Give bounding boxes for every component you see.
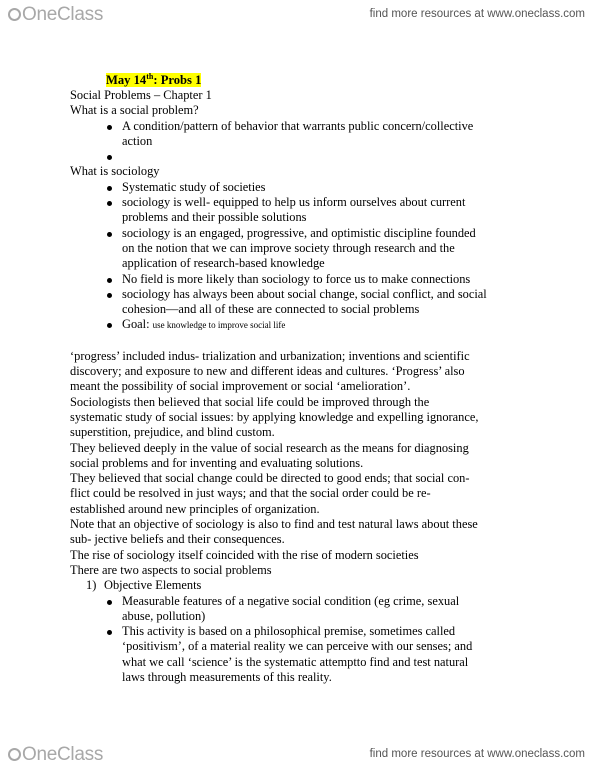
item-number: 1) — [86, 578, 97, 593]
history-paragraph — [70, 349, 560, 578]
page-header — [0, 0, 595, 30]
sociology-bullets — [70, 180, 560, 318]
bullet-text-line: sociology is an engaged, progressive, and optimistic discipline founded — [122, 225, 476, 240]
question-social-problem: What is a social problem? — [70, 103, 199, 118]
header-tagline[interactable]: find more resources at www.oneclass.com — [369, 8, 585, 20]
bullet-text-line: cohesion—and all of these are connected to social problems — [122, 302, 420, 317]
aspects-list — [70, 578, 560, 593]
page-footer — [0, 740, 595, 770]
paragraph-line: They believed deeply in the value of social research as the means for diagnosing — [70, 440, 469, 455]
paragraph-line: superstition, prejudice, and blind custom. — [70, 425, 275, 440]
chapter-subtitle: Social Problems – Chapter 1 — [70, 88, 212, 102]
paragraph-line: social problems and for inventing and evaluating solutions. — [70, 455, 364, 470]
goal-bullet-list — [70, 317, 560, 333]
question-sociology: What is sociology — [70, 164, 160, 179]
logo-text: OneClass — [22, 744, 104, 765]
paragraph-line: sub- jective beliefs and their consequences. — [70, 532, 285, 547]
bullet-text-line: sociology has always been about social change, social conflict, and social — [122, 286, 487, 301]
list-item — [70, 195, 560, 226]
paragraph-line: Note that an objective of sociology is also to find and test natural laws about these — [70, 517, 478, 532]
list-item — [70, 287, 560, 318]
social-problem-bullets — [70, 119, 560, 165]
bullet-text-line: laws through measurements of this reality. — [122, 669, 332, 684]
list-item — [70, 180, 560, 195]
paragraph-line: flict could be resolved in just ways; and that the social order could be re- — [70, 486, 431, 501]
item-label: Objective Elements — [104, 578, 202, 593]
bullet-text-line: sociology is well- equipped to help us inform ourselves about current — [122, 195, 466, 210]
title-highlight — [106, 73, 201, 87]
list-item — [70, 594, 560, 625]
bullet-text-line — [122, 149, 560, 164]
paragraph-line: discovery; and exposure to new and different ideas and cultures. ‘Progress’ also — [70, 364, 465, 379]
paragraph-line: systematic study of social issues: by applying knowledge and expelling ignorance, — [70, 409, 479, 424]
numbered-item — [70, 578, 560, 593]
bullet-text-line: A condition/pattern of behavior that warrants public concern/collective — [122, 118, 474, 133]
oneclass-logo-footer[interactable] — [8, 744, 103, 766]
bullet-text-line: abuse, pollution) — [122, 608, 206, 623]
bullet-text-line: No field is more likely than sociology to force us to make connections — [122, 271, 471, 286]
bullet-text-line: on the notion that we can improve society through research and the — [122, 240, 455, 255]
paragraph-line: ‘progress’ included indus- trialization and urbanization; inventions and scientific — [70, 348, 470, 363]
goal-label: Goal: — [122, 317, 153, 332]
bullet-text-line: application of research-based knowledge — [122, 256, 325, 271]
paragraph-line: They believed that social change could be directed to good ends; that social con- — [70, 471, 470, 486]
bullet-text-line: problems and their possible solutions — [122, 210, 307, 225]
paragraph-line: There are two aspects to social problems — [70, 562, 272, 577]
list-item — [70, 119, 560, 150]
goal-text: use knowledge to improve social life — [152, 320, 286, 331]
document-title — [106, 72, 560, 88]
bullet-text-line: ‘positivism’, of a material reality we can perceive with our senses; and — [122, 639, 473, 654]
title-label: : Probs 1 — [153, 73, 202, 87]
logo-text: OneClass — [22, 4, 104, 25]
list-item — [70, 272, 560, 287]
paragraph-line: The rise of sociology itself coincided with the rise of modern societies — [70, 547, 419, 562]
bullet-text-line: what we call ‘science’ is the systematic attemptto find and test natural — [122, 654, 469, 669]
bullet-text-line: Systematic study of societies — [122, 179, 266, 194]
title-ordinal: th — [146, 71, 154, 81]
bullet-text-line: action — [122, 133, 153, 148]
bullet-text-line: Measurable features of a negative social condition (eg crime, sexual — [122, 593, 460, 608]
spacer — [70, 334, 560, 349]
objective-bullets — [70, 594, 560, 686]
list-item — [70, 624, 560, 685]
list-item — [70, 226, 560, 272]
logo-circle-icon — [8, 748, 21, 761]
paragraph-line: meant the possibility of social improvement or social ‘amelioration’. — [70, 379, 411, 394]
title-date: May 14 — [106, 73, 147, 87]
paragraph-line: Sociologists then believed that social life could be improved through the — [70, 394, 430, 409]
bullet-text-line: This activity is based on a philosophical premise, sometimes called — [122, 624, 456, 639]
document-body — [70, 72, 560, 685]
logo-circle-icon — [8, 8, 21, 21]
list-item — [70, 149, 560, 164]
footer-tagline[interactable]: find more resources at www.oneclass.com — [369, 748, 585, 760]
paragraph-line: established around new principles of organization. — [70, 501, 320, 516]
oneclass-logo[interactable] — [8, 4, 103, 26]
list-item — [70, 317, 560, 333]
